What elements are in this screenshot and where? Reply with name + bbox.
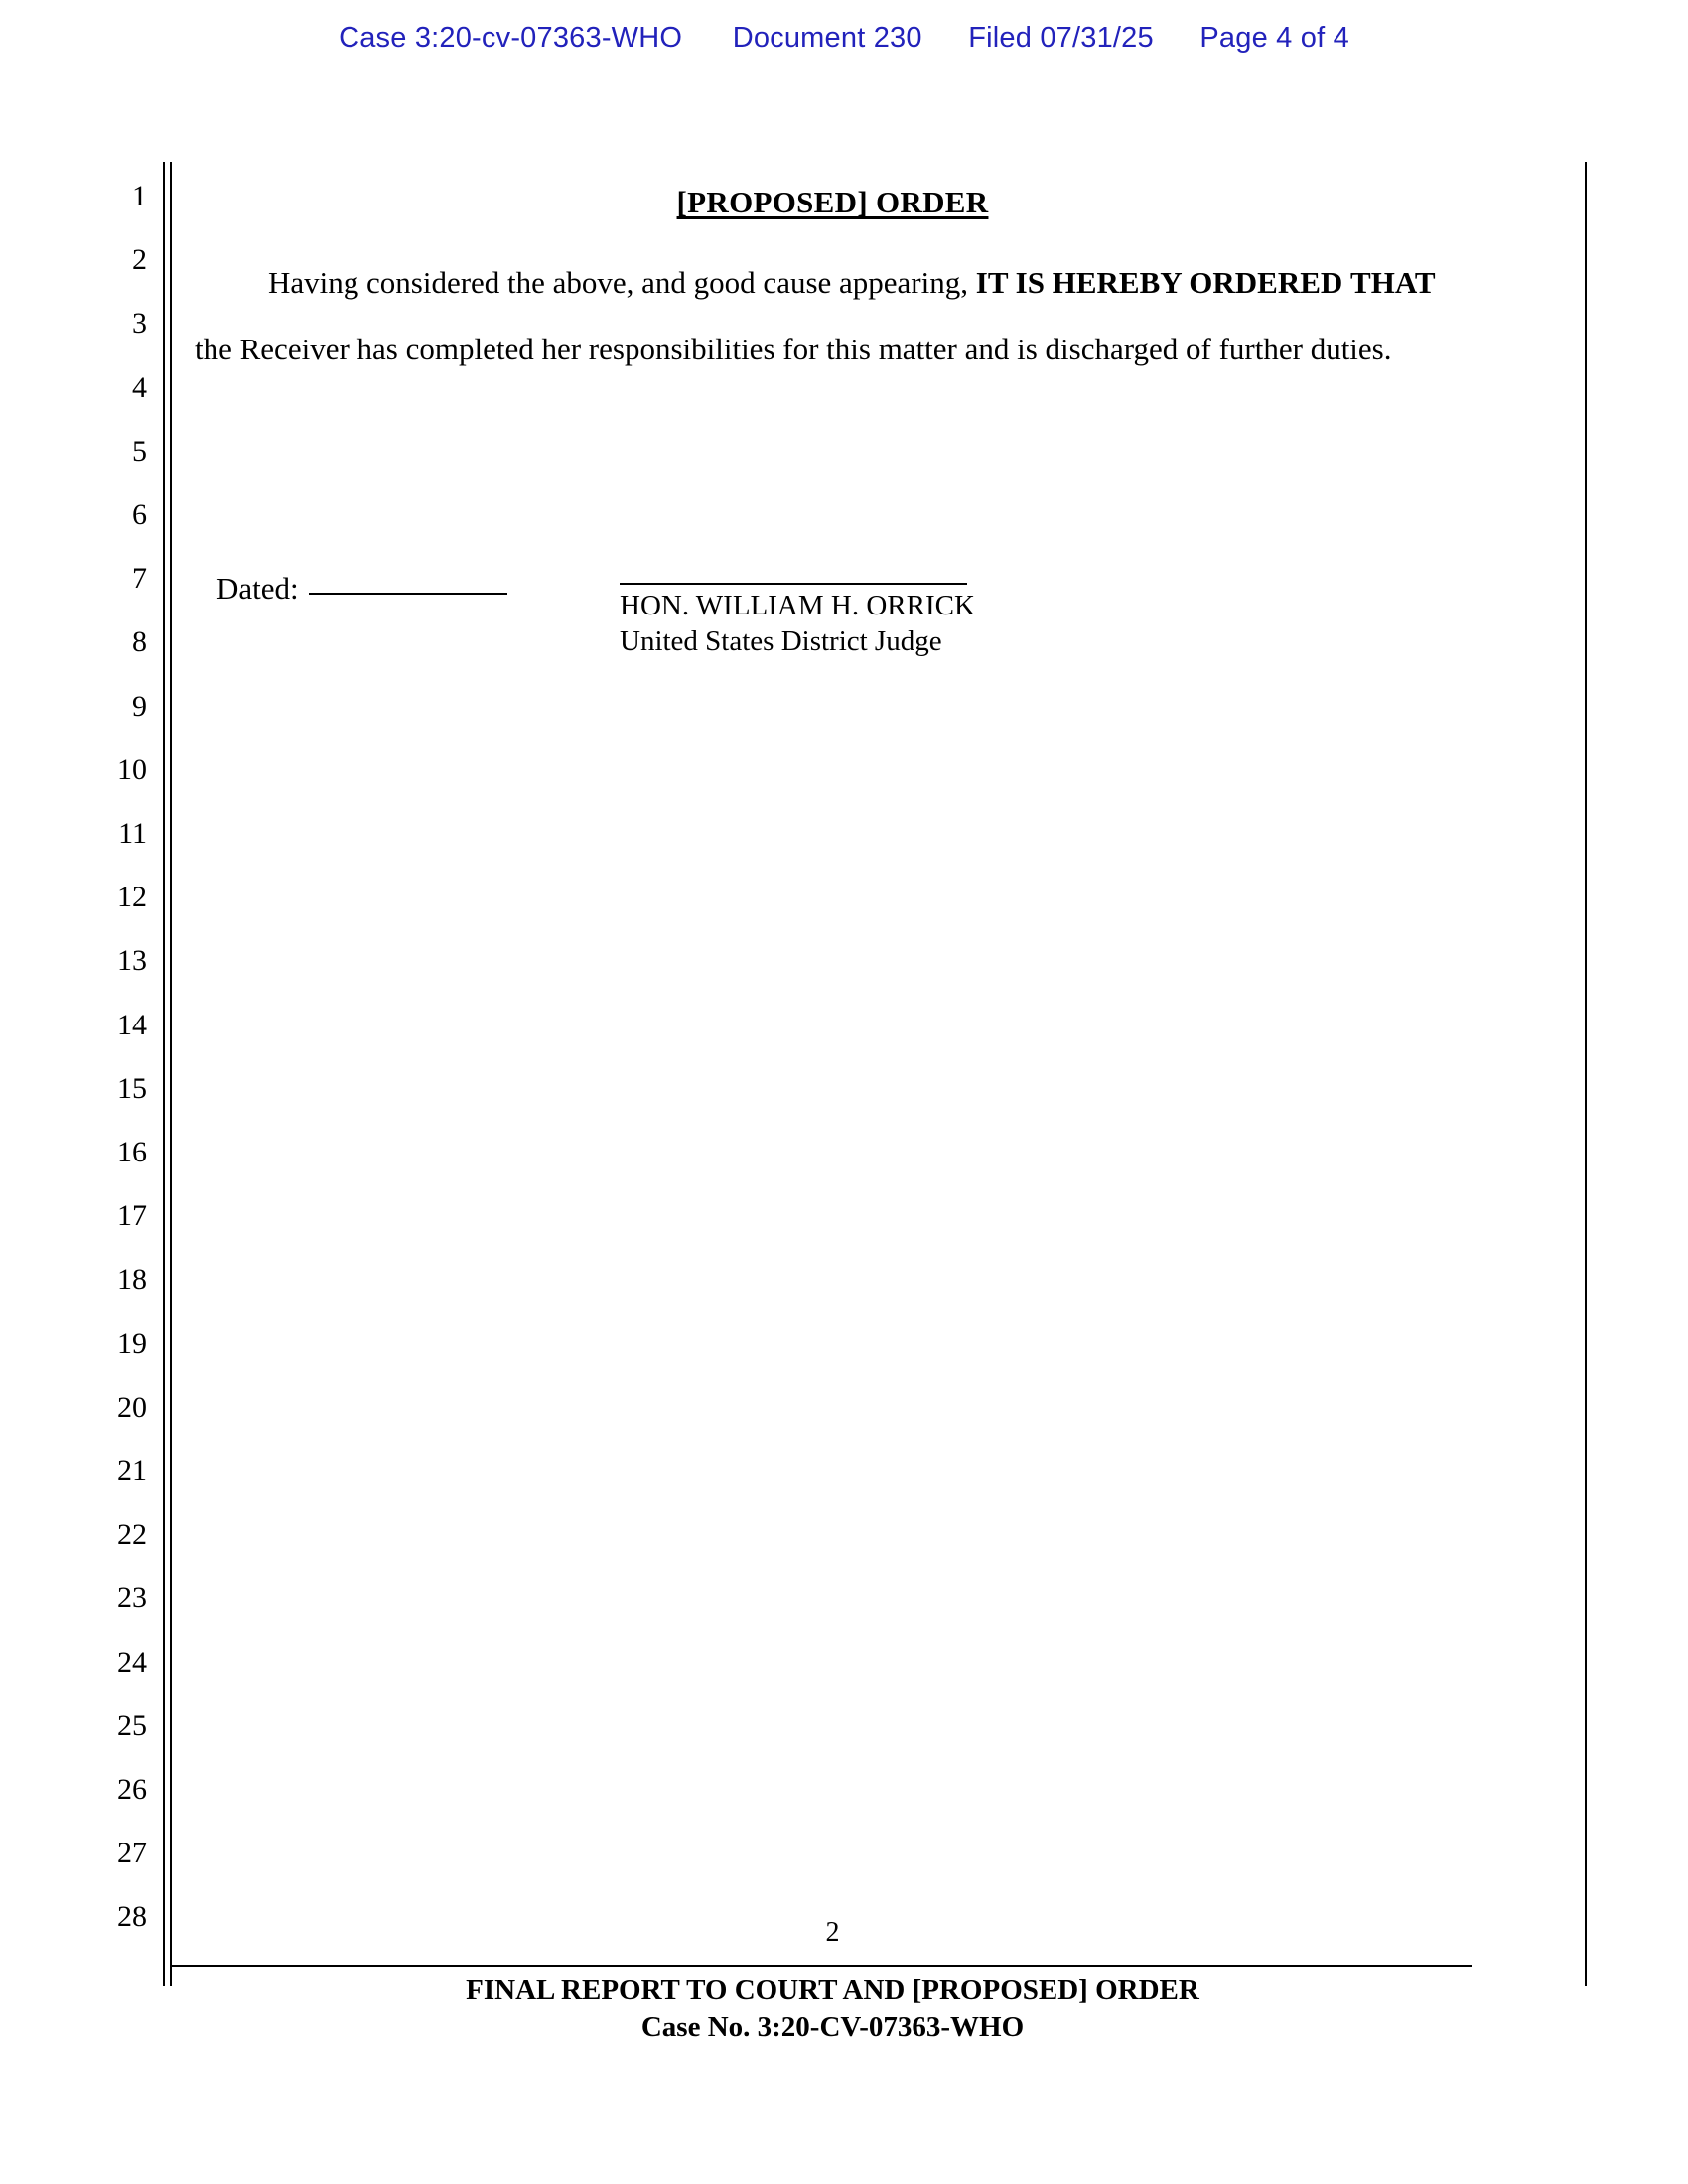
judge-signature-block xyxy=(620,557,977,659)
judge-name: HON. WILLIAM H. ORRICK xyxy=(620,590,975,621)
line-number: 22 xyxy=(117,1518,147,1552)
line-number: 17 xyxy=(117,1199,147,1233)
line-number: 19 xyxy=(117,1326,147,1360)
footer-divider xyxy=(171,1965,1472,1967)
line-number: 4 xyxy=(132,370,147,404)
line-number: 13 xyxy=(117,944,147,978)
line-number: 25 xyxy=(117,1708,147,1742)
page-number: 2 xyxy=(825,1917,840,1948)
line-number: 18 xyxy=(117,1263,147,1297)
line-number: 16 xyxy=(117,1136,147,1168)
line-number: 14 xyxy=(117,1008,147,1041)
paragraph-bold-ordered: IT IS HEREBY ORDERED xyxy=(975,265,1343,300)
left-margin-rule-outer xyxy=(163,162,165,1986)
ecf-document-number: Document 230 xyxy=(732,22,922,54)
line-number: 1 xyxy=(132,180,147,212)
line-number: 24 xyxy=(117,1645,147,1679)
line-number: 12 xyxy=(117,881,147,914)
line-number: 15 xyxy=(117,1071,147,1105)
line-number: 11 xyxy=(118,817,147,850)
line-number-column xyxy=(85,162,147,1986)
footer-case-number: Case No. 3:20-CV-07363-WHO xyxy=(640,2011,1025,2043)
line-number: 5 xyxy=(132,434,147,468)
judge-signature-line xyxy=(620,557,967,585)
document-body xyxy=(195,162,1565,2043)
paragraph-text-lead: Having considered the above, and good cause appearing, xyxy=(268,265,976,300)
ecf-filed-date: Filed 07/31/25 xyxy=(968,22,1154,54)
ecf-header-stamp xyxy=(0,22,1688,55)
line-number: 27 xyxy=(117,1837,147,1870)
page-title xyxy=(195,185,1471,220)
paragraph-bold-that: THAT xyxy=(1350,265,1436,300)
line-number: 28 xyxy=(117,1900,147,1934)
left-margin-rule-inner xyxy=(170,162,172,1986)
footer-title: FINAL REPORT TO COURT AND [PROPOSED] ORDER xyxy=(466,1975,1199,2006)
judge-title: United States District Judge xyxy=(620,625,942,657)
ecf-page-indicator: Page 4 of 4 xyxy=(1199,22,1349,54)
line-number: 23 xyxy=(117,1581,147,1615)
line-number: 10 xyxy=(117,752,147,786)
dated-label: Dated: xyxy=(216,571,299,606)
line-number: 3 xyxy=(132,307,147,341)
right-margin-rule xyxy=(1585,162,1587,1986)
line-number: 8 xyxy=(132,625,147,659)
order-paragraph xyxy=(195,249,1476,382)
page-title-text: [PROPOSED] ORDER xyxy=(676,185,989,219)
line-number: 20 xyxy=(117,1390,147,1424)
line-number: 21 xyxy=(117,1454,147,1487)
line-number: 26 xyxy=(117,1773,147,1806)
line-number: 2 xyxy=(132,243,147,277)
dated-block xyxy=(216,571,507,607)
dated-signature-blank xyxy=(309,593,507,595)
ecf-case-number: Case 3:20-cv-07363-WHO xyxy=(339,22,683,54)
line-number: 7 xyxy=(132,562,147,596)
line-number: 6 xyxy=(132,498,147,531)
line-number: 9 xyxy=(132,689,147,723)
paragraph-text-tail: the Receiver has completed her responsibilities for this matter and is discharged of further duties. xyxy=(195,332,1392,366)
